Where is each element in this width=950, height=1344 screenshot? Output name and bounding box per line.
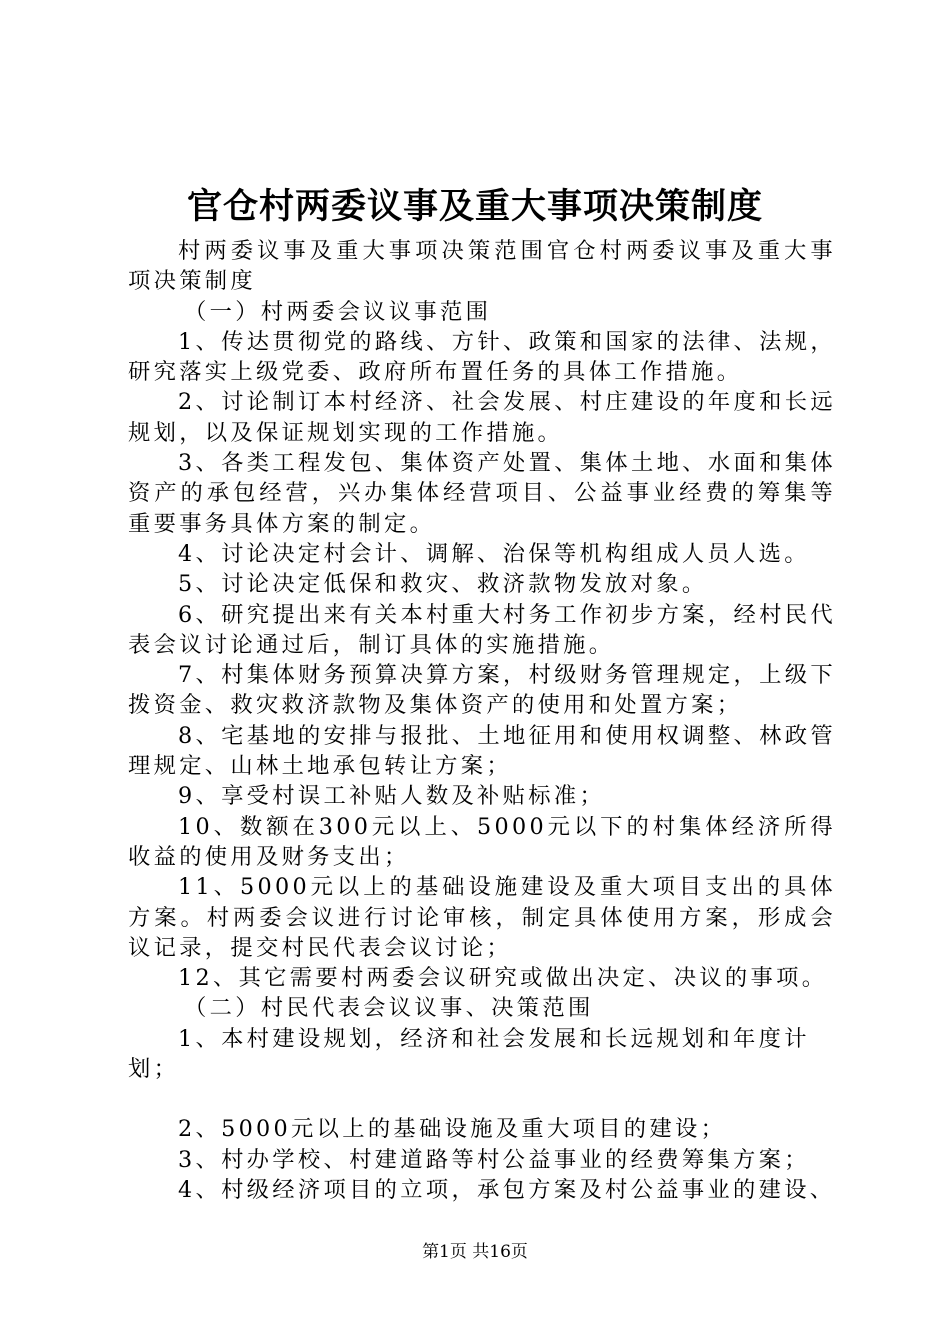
list-item: 9、享受村误工补贴人数及补贴标准；: [178, 783, 606, 810]
list-item: 5、讨论决定低保和救灾、救济款物发放对象。: [178, 571, 708, 598]
list-item: 2、讨论制订本村经济、社会发展、村庄建设的年度和长远规划，以及保证规划实现的工作措施。: [128, 389, 836, 446]
list-item: 3、各类工程发包、集体资产处置、集体土地、水面和集体资产的承包经营，兴办集体经营项目、公益事业经费的筹集等重要事务具体方案的制定。: [128, 450, 836, 537]
list-item: 4、讨论决定村会计、调解、治保等机构组成人员人选。: [178, 540, 810, 567]
list-item: 6、研究提出来有关本村重大村务工作初步方案，经村民代表会议讨论通过后，制订具体的实施措施。: [128, 601, 836, 658]
list-item: 8、宅基地的安排与报批、土地征用和使用权调整、林政管理规定、山林土地承包转让方案；: [128, 722, 836, 780]
list-item: 2、5000元以上的基础设施及重大项目的建设；: [178, 1116, 727, 1143]
list-item: 10、数额在300元以上、5000元以下的村集体经济所得收益的使用及财务支出；: [128, 813, 836, 870]
page-number-footer: 第1页 共16页: [422, 1242, 528, 1262]
section-heading-2: （二）村民代表会议议事、决策范围: [184, 995, 594, 1022]
list-item: 7、村集体财务预算决算方案，村级财务管理规定，上级下拨资金、救灾救济款物及集体资产的使用和处置方案；: [128, 662, 836, 719]
paragraph-gap: [128, 1084, 836, 1114]
list-item: 12、其它需要村两委会议研究或做出决定、决议的事项。: [178, 965, 828, 992]
list-item: 3、村办学校、村建道路等村公益事业的经费筹集方案；: [178, 1146, 810, 1173]
list-item: 4、村级经济项目的立项，承包方案及村公益事业的建设、: [178, 1176, 836, 1203]
list-item: 1、本村建设规划，经济和社会发展和长远规划和年度计划；: [128, 1025, 810, 1083]
document-body: [128, 236, 836, 1205]
list-item: 1、传达贯彻党的路线、方针、政策和国家的法律、法规，研究落实上级党委、政府所布置任务的具体工作措施。: [128, 328, 836, 386]
list-item: 11、5000元以上的基础设施建设及重大项目支出的具体方案。村两委会议进行讨论审核，制定具体使用方案，形成会议记录，提交村民代表会议讨论；: [128, 874, 836, 961]
document-title: 官仓村两委议事及重大事项决策制度: [186, 186, 763, 227]
intro-paragraph: 村两委议事及重大事项决策范围官仓村两委议事及重大事项决策制度: [128, 238, 836, 295]
section-heading-1: （一）村两委会议议事范围: [184, 298, 492, 325]
